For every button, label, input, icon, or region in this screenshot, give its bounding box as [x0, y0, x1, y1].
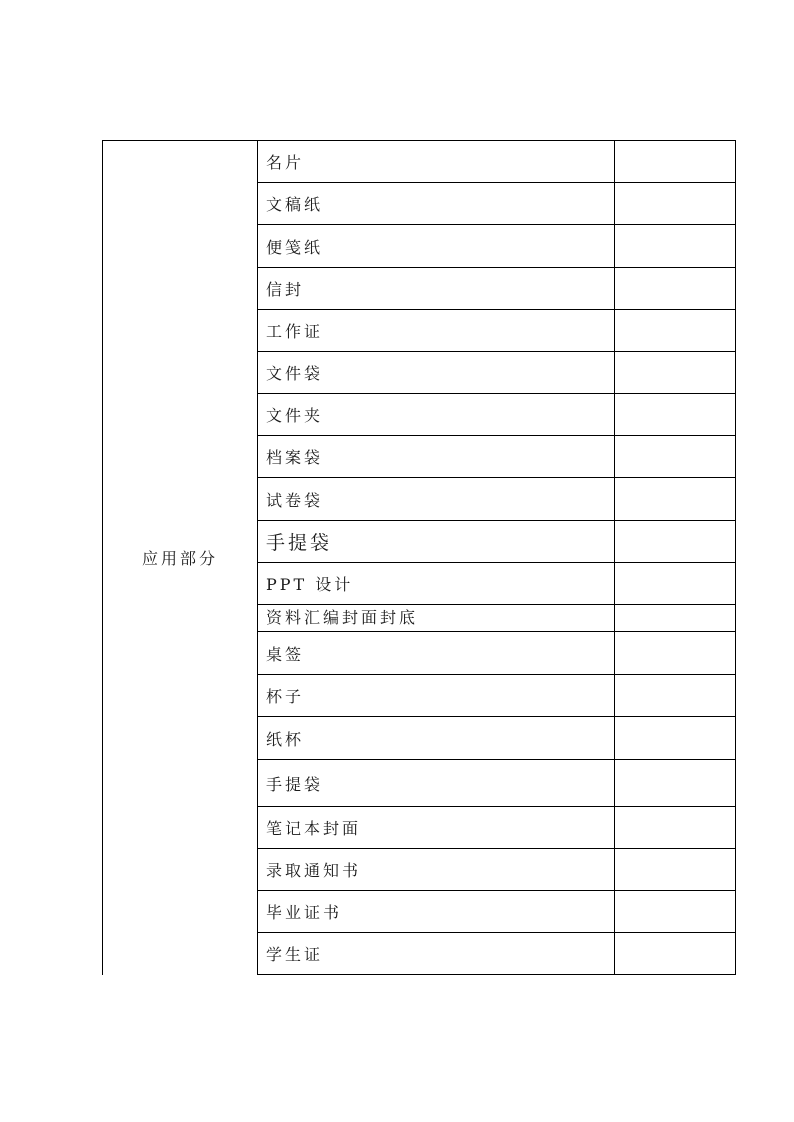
- item-name: 文件袋: [258, 352, 615, 394]
- item-name: 纸杯: [258, 717, 615, 760]
- item-name: 笔记本封面: [258, 807, 615, 849]
- table-row: [258, 394, 736, 436]
- table-row: [258, 478, 736, 521]
- item-value-cell[interactable]: [615, 521, 736, 563]
- item-value-cell[interactable]: [615, 225, 736, 268]
- table-row: [258, 310, 736, 352]
- item-value-cell[interactable]: [615, 563, 736, 605]
- table-row: [258, 675, 736, 717]
- table-row: [258, 933, 736, 975]
- item-value-cell[interactable]: [615, 807, 736, 849]
- table-row: [258, 563, 736, 605]
- item-value-cell[interactable]: [615, 436, 736, 478]
- item-name: 便笺纸: [258, 225, 615, 268]
- item-name: 文件夹: [258, 394, 615, 436]
- item-value-cell[interactable]: [615, 605, 736, 632]
- item-value-cell[interactable]: [615, 268, 736, 310]
- table-row: [258, 807, 736, 849]
- item-name: PPT 设计: [258, 563, 615, 605]
- table-row: [258, 717, 736, 760]
- table-row: [258, 632, 736, 675]
- table-row: [258, 760, 736, 807]
- item-value-cell[interactable]: [615, 632, 736, 675]
- item-name: 毕业证书: [258, 891, 615, 933]
- table-row: [258, 352, 736, 394]
- item-name: 录取通知书: [258, 849, 615, 891]
- item-name: 手提袋: [258, 521, 615, 563]
- table-row: [258, 849, 736, 891]
- item-value-cell[interactable]: [615, 933, 736, 975]
- category-label: 应用部分: [141, 549, 218, 568]
- item-value-cell[interactable]: [615, 717, 736, 760]
- item-name: 档案袋: [258, 436, 615, 478]
- table-row: [258, 141, 736, 183]
- table-row: [258, 225, 736, 268]
- table-row: [258, 521, 736, 563]
- item-value-cell[interactable]: [615, 478, 736, 521]
- item-value-cell[interactable]: [615, 141, 736, 183]
- item-name: 手提袋: [258, 760, 615, 807]
- table-row: [258, 605, 736, 632]
- item-value-cell[interactable]: [615, 352, 736, 394]
- item-name: 文稿纸: [258, 183, 615, 225]
- item-name: 名片: [258, 141, 615, 183]
- item-name: 试卷袋: [258, 478, 615, 521]
- item-value-cell[interactable]: [615, 891, 736, 933]
- item-value-cell[interactable]: [615, 183, 736, 225]
- items-table: [257, 140, 736, 975]
- item-value-cell[interactable]: [615, 760, 736, 807]
- item-name: 学生证: [258, 933, 615, 975]
- item-name: 信封: [258, 268, 615, 310]
- item-value-cell[interactable]: [615, 310, 736, 352]
- item-value-cell[interactable]: [615, 675, 736, 717]
- item-value-cell[interactable]: [615, 849, 736, 891]
- item-name: 资料汇编封面封底: [258, 605, 615, 632]
- item-name: 桌签: [258, 632, 615, 675]
- table-row: [258, 891, 736, 933]
- table-row: [258, 268, 736, 310]
- item-name: 工作证: [258, 310, 615, 352]
- item-name: 杯子: [258, 675, 615, 717]
- table-row: [258, 183, 736, 225]
- item-value-cell[interactable]: [615, 394, 736, 436]
- table-row: [258, 436, 736, 478]
